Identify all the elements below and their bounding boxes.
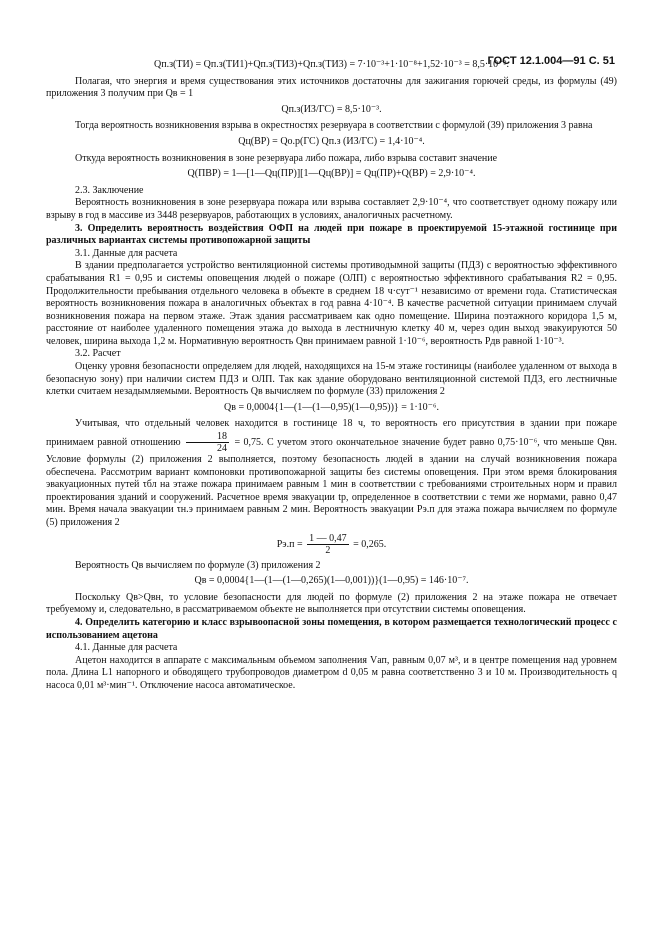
section-heading-3-2: 3.2. Расчет [75, 348, 121, 360]
fraction-pep [307, 533, 349, 556]
paragraph: Вероятность Qв вычисляем по формуле (3) приложения 2 [75, 559, 321, 571]
equation-pep [46, 533, 617, 556]
section-heading-2-3: 2.3. Заключение [75, 184, 144, 196]
equation-qv2: Qв = 0,0004{1—(1—(1—0,265)(1—0,001))}(1—0,95) = 146·10⁻⁷. [194, 575, 469, 587]
section-heading-4: 4. Определить категорию и класс взрывоопасной зоны помещения, в котором размещается технологический процесс с использованием ацетона [46, 616, 617, 641]
equation-rhs: = 0,265. [353, 538, 387, 550]
equation-qv: Qв = 0,0004{1—(1—(1—0,95)(1—0,95))} = 1·10⁻⁶. [224, 401, 439, 413]
fraction-numerator: 1 — 0,47 [309, 532, 347, 544]
equation-ti: Qп.з(ТИ) = Qп.з(ТИ1)+Qп.з(ТИ3)+Qп.з(ТИ3) = 7·10⁻³+1·10⁻⁸+1,52·10⁻³ = 8,5·10⁻³. [154, 59, 509, 70]
fraction-18-24 [186, 431, 229, 454]
section-heading-3: 3. Определить вероятность воздействия ОФП на людей при пожаре в проектируемой 15-этажной гостинице при различных вариантах системы противопожарной защиты [46, 222, 617, 247]
paragraph-fraction [46, 418, 617, 529]
page-header: ГОСТ 12.1.004—91 С. 51 [487, 55, 615, 67]
section-heading-4-1: 4.1. Данные для расчета [75, 642, 178, 654]
equation-vr: Qц(ВР) = Qо.р(ГС) Qп.з (ИЗ/ГС) = 1,4·10⁻⁴. [238, 135, 425, 147]
fraction-denominator: 2 [325, 544, 331, 556]
paragraph: Тогда вероятность возникновения взрыва в окрестностях резервуара в соответствии с формулой (39) приложения 3 равна [75, 120, 593, 132]
paragraph: Вероятность возникновения в зоне резервуара пожара или взрыва составляет 2,9·10⁻⁴, что соответствует одному пожару или взрыву в год в массиве из 3448 резервуаров, работающих в условиях, аналогичных расчетному. [46, 197, 617, 221]
paragraph: Ацетон находится в аппарате с максимальным объемом заполнения Vап, равным 0,07 м³, и в центре помещения над уровнем пола. Длина L1 напорного и обводящего трубопроводов диаметром d 0,05 м равна соответственно 3 и 10 м. Производительность q насоса 0,01 м³·мин⁻¹. Отключение насоса автоматическое. [46, 654, 617, 691]
paragraph: Полагая, что энергия и время существования этих источников достаточны для зажигания горючей среды, из формулы (49) приложения 3 получим при Qв = 1 [46, 75, 617, 100]
equation-iz-gs: Qп.з(ИЗ/ГС) = 8,5·10⁻³. [281, 103, 382, 115]
section-heading-3-1: 3.1. Данные для расчета [75, 247, 178, 259]
fraction-denominator: 24 [217, 443, 227, 455]
document-body [46, 56, 617, 693]
paragraph-text-a: Учитывая, что отдельный человек находится в гостинице 18 ч, то вероятность его присутствия в здании при пожаре принимаем равной отношению [46, 418, 617, 448]
fraction-numerator: 18 [186, 431, 229, 443]
paragraph: Откуда вероятность возникновения в зоне резервуара либо пожара, либо взрыва составит значение [75, 152, 498, 164]
paragraph: В здании предполагается устройство вентиляционной системы противодымной защиты (ПДЗ) с вероятностью эффективного срабатывания R1 = 0,95 и системы оповещения людей о пожаре (ОЛП) с вероятностью эффективного срабатывания R2 = 0,95. Продолжительности пребывания отдельного человека в объекте в среднем 18 ч·сут⁻¹ независимо от времени года. Статистическая вероятность возникновения пожара в аналогичных объектах в год равна 4·10⁻⁴. В качестве расчетной ситуации принимаем случай возникновения пожара на первом этаже. Этаж здания рассматриваем как одно помещение. Ширина поэтажного коридора 1,5 м, расстояние от наиболее удаленного помещения этажа до выхода в лестничную клетку 40 м, через один выход эвакуируются 50 человек, ширина выхода 1,2 м. Нормативную вероятность Qвн принимаем равной 1·10⁻⁶, вероятность Pдв равной 1·10⁻³. [46, 260, 617, 347]
equation-lhs: Pэ.п = [276, 538, 303, 550]
paragraph-text-b: = 0,75. С учетом этого окончательное значение будет равно 0,75·10⁻⁶, что меньше Qвн. Условие формулы (2) приложения 2 выполняется, поэтому безопасность людей в здании на случай возникновения пожара обеспечена. Рассмотрим вариант компоновки противопожарной защиты без системы оповещения. При этом время блокирования эвакуационных путей τбл на этаже пожара принимаем равным 1 мин в соответствии с требованиями строительных норм и правил проектирования зданий и сооружений. Расчетное время эвакуации tр, определенное в соответствии с теми же нормами, равно 0,47 мин. Время начала эвакуации τн.э принимаем равным 2 мин. Вероятность эвакуации Pэ.п для этажа пожара вычисляем по формуле (5) приложения 2 [46, 436, 617, 528]
paragraph: Оценку уровня безопасности определяем для людей, находящихся на 15-м этаже гостиницы (наиболее удаленном от выхода в безопасную зону) при наличии систем ПДЗ и ОЛП. Так как здание оборудовано вентиляционной системой ПДЗ, его лестничные клетки считаем незадымляемыми. Вероятность Qв вычисляем по формуле (33) приложения 2 [46, 361, 617, 398]
paragraph: Поскольку Qв>Qвн, то условие безопасности для людей по формуле (2) приложения 2 на этаже пожара не отвечает требуемому и, следовательно, в рассматриваемом объекте не выполняется при отсутствии системы оповещения. [46, 591, 617, 616]
equation-pvr: Q(ПВР) = 1—[1—Qц(ПР)][1—Qц(ВР)] = Qц(ПР)+Q(ВР) = 2,9·10⁻⁴. [187, 168, 476, 180]
